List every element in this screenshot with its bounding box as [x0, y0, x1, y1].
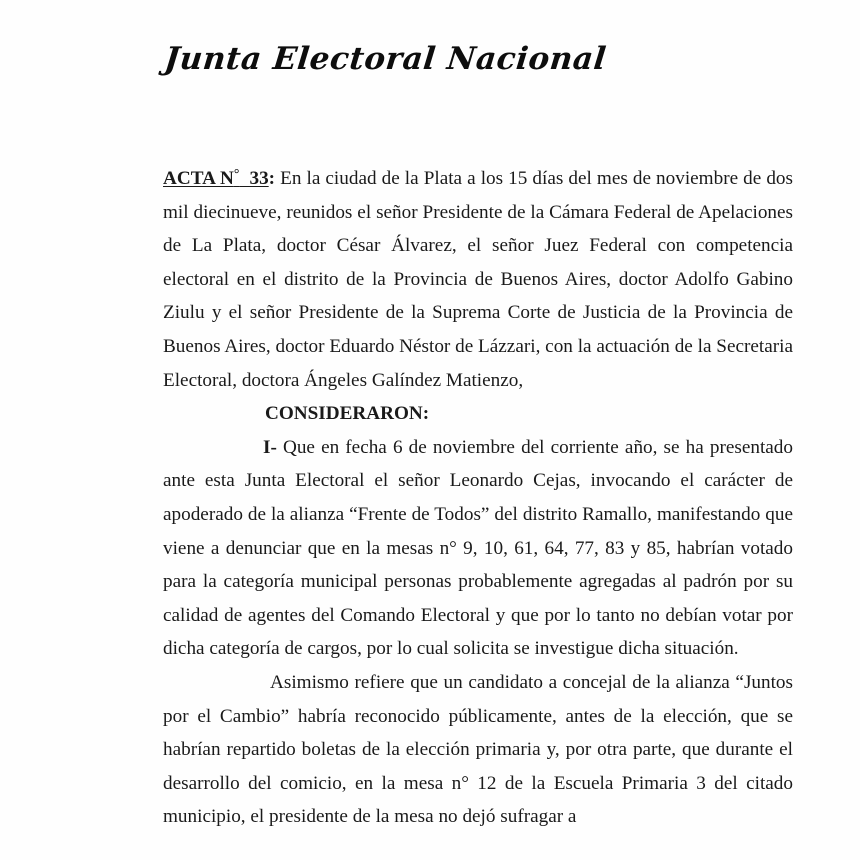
letterhead-title: Junta Electoral Nacional [162, 41, 609, 77]
item-1-marker: I- [263, 436, 277, 458]
paragraph-acta-opening [163, 162, 793, 397]
document-body [163, 162, 793, 834]
considerandos-heading-line [163, 397, 793, 431]
acta-heading-number: 33 [249, 168, 269, 189]
item-1-text: Que en fecha 6 de noviembre del corriente año, se ha presentado ante esta Junta Electoral el señor Leonardo Cejas, invocando el carácter de apoderado de la alianza “Frente de Todos” del distrito Ramallo, manifestando que viene a denunciar que en la mesas n° 9, 10, 61, 64, 77, 83 y 85, habrían votado para la categoría municipal personas probablemente agregadas al padrón por su calidad de agentes del Comando Electoral y que por lo tanto no debían votar por dicha categoría de cargos, por lo cual solicita se investigue dicha situación. [163, 436, 793, 660]
acta-heading [163, 168, 269, 189]
paragraph-asimismo-text: Asimismo refiere que un candidato a concejal de la alianza “Juntos por el Cambio” habría reconocido públicamente, antes de la elección, que se habrían repartido boletas de la elección primaria y, por otra parte, que durante el desarrollo del comicio, en la mesa n° 12 de la Escuela Primaria 3 del citado municipio, el presidente de la mesa no dejó sufragar a [163, 671, 793, 828]
acta-heading-label: ACTA N [163, 168, 234, 189]
acta-heading-spacer [239, 168, 249, 189]
paragraph-item-1 [163, 431, 793, 666]
acta-opening-text: En la ciudad de la Plata a los 15 días del mes de noviembre de dos mil diecinueve, reunidos el señor Presidente de la Cámara Federal de Apelaciones de La Plata, doctor César Álvarez, el señor Juez Federal con competencia electoral en el distrito de la Provincia de Buenos Aires, doctor Adolfo Gabino Ziulu y el señor Presidente de la Suprema Corte de Justicia de la Provincia de Buenos Aires, doctor Eduardo Néstor de Lázzari, con la actuación de la Secretaria Electoral, doctora Ángeles Galíndez Matienzo, [163, 168, 793, 391]
acta-heading-colon: : [268, 168, 276, 189]
letterhead [162, 41, 803, 96]
paragraph-asimismo [163, 666, 793, 834]
degree-symbol: ° [233, 166, 240, 182]
considerandos-heading: CONSIDERARON: [265, 403, 430, 425]
